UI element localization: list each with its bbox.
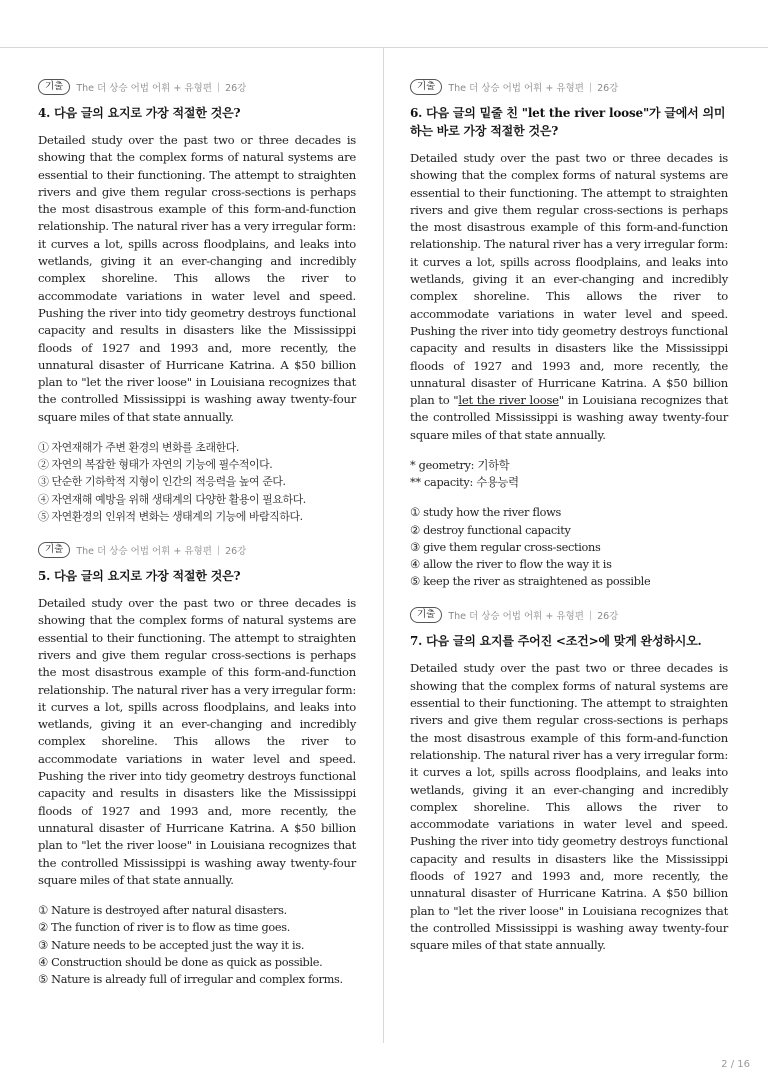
- tag-separator: |: [588, 609, 593, 621]
- question-5: [38, 541, 356, 988]
- lesson-number: 26강: [597, 83, 619, 94]
- question-title: 4. 다음 글의 요지로 가장 적절한 것은?: [38, 106, 241, 120]
- left-column: [38, 78, 356, 1004]
- tag-separator: |: [588, 81, 593, 93]
- source-book: The 더 상승 어법 어휘 + 유형편: [448, 83, 584, 94]
- source-book: The 더 상승 어법 어휘 + 유형편: [76, 83, 212, 94]
- answer-options: [410, 504, 728, 590]
- column-divider: [383, 48, 384, 1043]
- option[interactable]: ③ give them regular cross-sections: [410, 540, 601, 554]
- footnote: ** capacity: 수용능력: [410, 476, 519, 490]
- question-title: 6. 다음 글의 밑줄 친 "let the river loose"가 글에서 의미하는 바로 가장 적절한 것은?: [410, 106, 726, 138]
- source-tag: [38, 78, 356, 96]
- option[interactable]: ② destroy functional capacity: [410, 523, 571, 537]
- source-book: The 더 상승 어법 어휘 + 유형편: [76, 546, 212, 558]
- option[interactable]: ⑤ 자연환경의 인위적 변화는 생태계의 기능에 바람직하다.: [38, 509, 303, 523]
- footnote: * geometry: 기하학: [410, 459, 510, 473]
- exam-badge: 기출: [38, 79, 70, 95]
- option[interactable]: ③ Nature needs to be accepted just the way it is.: [38, 938, 305, 952]
- option[interactable]: ③ 단순한 기하학적 지형이 인간의 적응력을 높여 준다.: [38, 475, 286, 489]
- question-7: [410, 606, 728, 954]
- option[interactable]: ④ allow the river to flow the way it is: [410, 558, 612, 572]
- answer-options: [38, 439, 356, 525]
- option[interactable]: ① 자연재해가 주변 환경의 변화를 초래한다.: [38, 441, 239, 455]
- page-number: 2 / 16: [721, 1059, 750, 1070]
- source-tag: [38, 541, 356, 559]
- passage-part: " in Louisiana recognizes that the controlled Mississippi is washing away twenty-four square miles of that state annually.: [410, 393, 728, 442]
- option[interactable]: ⑤ keep the river as straightened as possible: [410, 575, 651, 589]
- question-title: 5. 다음 글의 요지로 가장 적절한 것은?: [38, 569, 241, 584]
- exam-badge: 기출: [38, 542, 70, 558]
- exam-badge: 기출: [410, 79, 442, 95]
- right-column: [410, 78, 728, 971]
- lesson-number: 26강: [597, 611, 619, 623]
- underlined-phrase: let the river loose: [458, 393, 559, 408]
- lesson-number: 26강: [225, 546, 247, 558]
- header-rule: [0, 47, 768, 48]
- option[interactable]: ② 자연의 복잡한 형태가 자연의 기능에 필수적이다.: [38, 458, 273, 472]
- passage-part: Detailed study over the past two or three decades is showing that the complex forms of natural systems are essential to their functioning. The attempt to straighten rivers and give them regular cross-sections is perhaps the most disastrous example of this form-and-function relationship. The natural river has a very irregular form: it curves a lot, spills across floodplains, and leaks into wetlands, giving it an ever-changing and incredibly complex shoreline. This allows the river to accommodate variations in water level and speed. Pushing the river into tidy geometry destroys functional capacity and results in disasters like the Mississippi floods of 1927 and 1993 and, more recently, the unnatural disaster of Hurricane Katrina. A $50 billion plan to ": [410, 151, 728, 408]
- question-4: [38, 78, 356, 525]
- option[interactable]: ⑤ Nature is already full of irregular and complex forms.: [38, 972, 343, 986]
- source-tag: [410, 606, 728, 624]
- exam-badge: 기출: [410, 607, 442, 623]
- tag-separator: |: [216, 544, 221, 556]
- option[interactable]: ④ 자연재해 예방을 위해 생태계의 다양한 활용이 필요하다.: [38, 492, 306, 506]
- tag-separator: |: [216, 81, 221, 93]
- option[interactable]: ① Nature is destroyed after natural disasters.: [38, 904, 287, 918]
- passage: [410, 150, 728, 444]
- source-book: The 더 상승 어법 어휘 + 유형편: [448, 611, 584, 623]
- passage: Detailed study over the past two or three decades is showing that the complex forms of natural systems are essential to their functioning. The attempt to straighten rivers and give them regular cross-sections is perhaps the most disastrous example of this form-and-function relationship. The natural river has a very irregular form: it curves a lot, spills across floodplains, and leaks into wetlands, giving it an ever-changing and incredibly complex shoreline. This allows the river to accommodate variations in water level and speed. Pushing the river into tidy geometry destroys functional capacity and results in disasters like the Mississippi floods of 1927 and 1993 and, more recently, the unnatural disaster of Hurricane Katrina. A $50 billion plan to "let the river loose" in Louisiana recognizes that the controlled Mississippi is washing away twenty-four square miles of that state annually.: [410, 661, 728, 953]
- option[interactable]: ② The function of river is to flow as time goes.: [38, 921, 291, 935]
- answer-options: [38, 902, 356, 988]
- passage: Detailed study over the past two or three decades is showing that the complex forms of natural systems are essential to their functioning. The attempt to straighten rivers and give them regular cross-sections is perhaps the most disastrous example of this form-and-function relationship. The natural river has a very irregular form: it curves a lot, spills across floodplains, and leaks into wetlands, giving it an ever-changing and incredibly complex shoreline. This allows the river to accommodate variations in water level and speed. Pushing the river into tidy geometry destroys functional capacity and results in disasters like the Mississippi floods of 1927 and 1993 and, more recently, the unnatural disaster of Hurricane Katrina. A $50 billion plan to "let the river loose" in Louisiana recognizes that the controlled Mississippi is washing away twenty-four square miles of that state annually.: [38, 596, 356, 887]
- source-tag: [410, 78, 728, 96]
- footnotes: [410, 457, 728, 491]
- option[interactable]: ① study how the river flows: [410, 506, 561, 520]
- option[interactable]: ④ Construction should be done as quick as possible.: [38, 955, 323, 969]
- question-6: [410, 78, 728, 590]
- question-title: 7. 다음 글의 요지를 주어진 <조건>에 맞게 완성하시오.: [410, 634, 702, 649]
- lesson-number: 26강: [225, 83, 247, 94]
- passage: Detailed study over the past two or three decades is showing that the complex forms of natural systems are essential to their functioning. The attempt to straighten rivers and give them regular cross-sections is perhaps the most disastrous example of this form-and-function relationship. The natural river has a very irregular form: it curves a lot, spills across floodplains, and leaks into wetlands, giving it an ever-changing and incredibly complex shoreline. This allows the river to accommodate variations in water level and speed. Pushing the river into tidy geometry destroys functional capacity and results in disasters like the Mississippi floods of 1927 and 1993 and, more recently, the unnatural disaster of Hurricane Katrina. A $50 billion plan to "let the river loose" in Louisiana recognizes that the controlled Mississippi is washing away twenty-four square miles of that state annually.: [38, 133, 356, 424]
